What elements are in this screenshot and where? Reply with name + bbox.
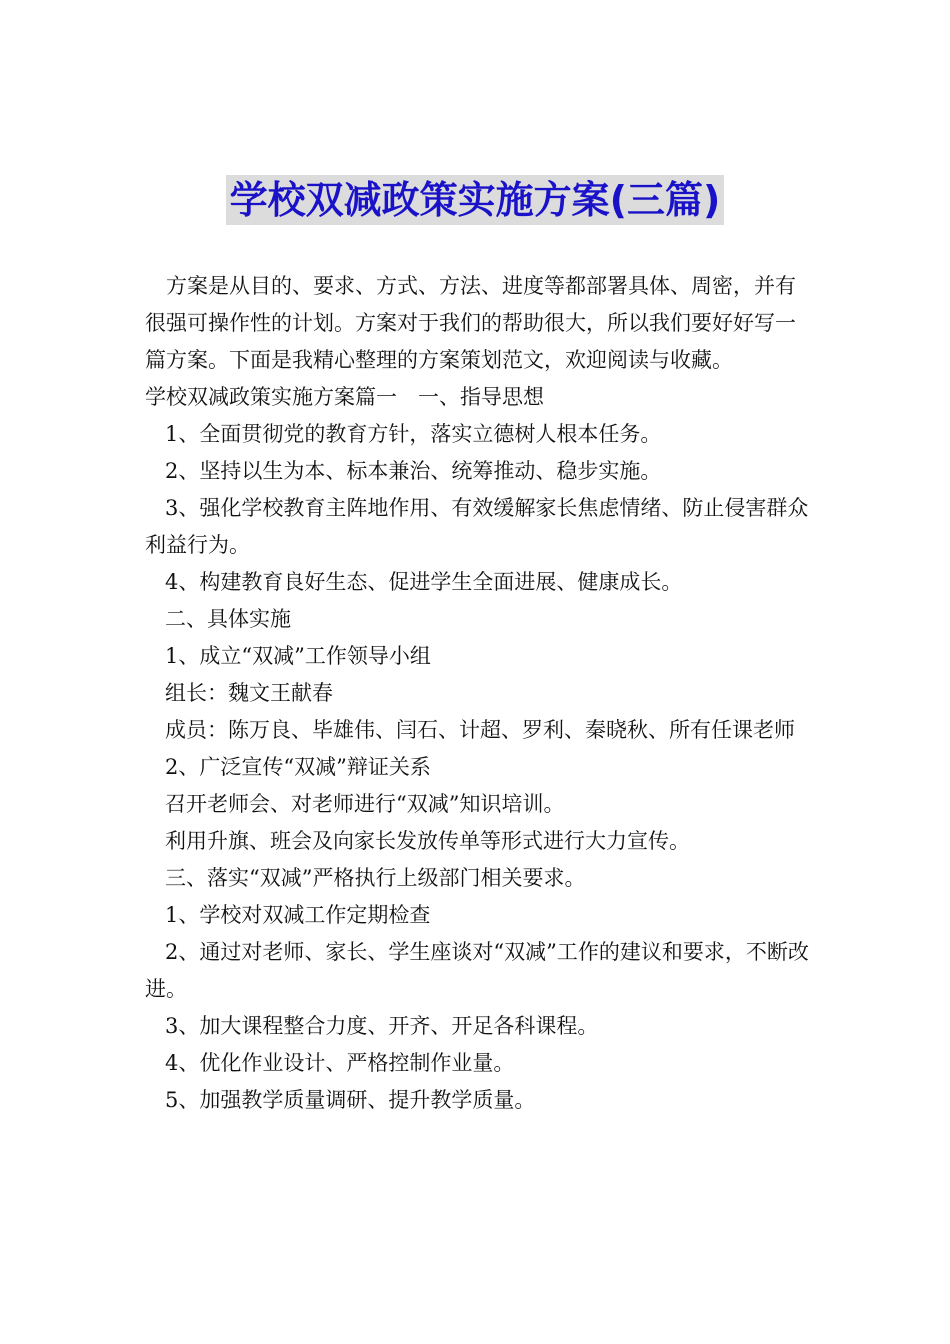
list-item: 1、学校对双减工作定期检查 — [165, 903, 431, 927]
group-members-line: 成员：陈万良、毕雄伟、闫石、计超、罗利、秦晓秋、所有任课老师 — [165, 718, 795, 742]
list-item: 2、通过对老师、家长、学生座谈对“双减”工作的建议和要求，不断改进。 — [145, 940, 809, 1001]
body-line: 召开老师会、对老师进行“双减”知识培训。 — [165, 792, 565, 816]
list-item: 5、加强教学质量调研、提升教学质量。 — [165, 1088, 536, 1112]
list-item: 3、加大课程整合力度、开齐、开足各科课程。 — [165, 1014, 599, 1038]
title-container — [0, 175, 950, 225]
section-heading-requirements: 三、落实“双减”严格执行上级部门相关要求。 — [165, 866, 586, 890]
group-leader-line: 组长：魏文王献春 — [165, 681, 333, 705]
document-body — [145, 268, 810, 1119]
body-line: 利用升旗、班会及向家长发放传单等形式进行大力宣传。 — [165, 829, 690, 853]
list-item: 2、坚持以生为本、标本兼治、统筹推动、稳步实施。 — [165, 459, 662, 483]
list-item: 2、广泛宣传“双减”辩证关系 — [165, 755, 431, 779]
document-title: 学校双减政策实施方案(三篇) — [226, 175, 725, 225]
list-item: 1、全面贯彻党的教育方针，落实立德树人根本任务。 — [165, 422, 662, 446]
intro-paragraph: 方案是从目的、要求、方式、方法、进度等都部署具体、周密，并有很强可操作性的计划。方案对于我们的帮助很大，所以我们要好好写一篇方案。下面是我精心整理的方案策划范文，欢迎阅读与收藏。 — [145, 274, 796, 372]
section-heading-guiding-thought: 学校双减政策实施方案篇一 一、指导思想 — [145, 385, 544, 409]
list-item: 4、构建教育良好生态、促进学生全面进展、健康成长。 — [165, 570, 683, 594]
list-item: 3、强化学校教育主阵地作用、有效缓解家长焦虑情绪、防止侵害群众利益行为。 — [145, 496, 809, 557]
list-item: 4、优化作业设计、严格控制作业量。 — [165, 1051, 515, 1075]
list-item: 1、成立“双减”工作领导小组 — [165, 644, 431, 668]
section-heading-implementation: 二、具体实施 — [165, 607, 291, 631]
